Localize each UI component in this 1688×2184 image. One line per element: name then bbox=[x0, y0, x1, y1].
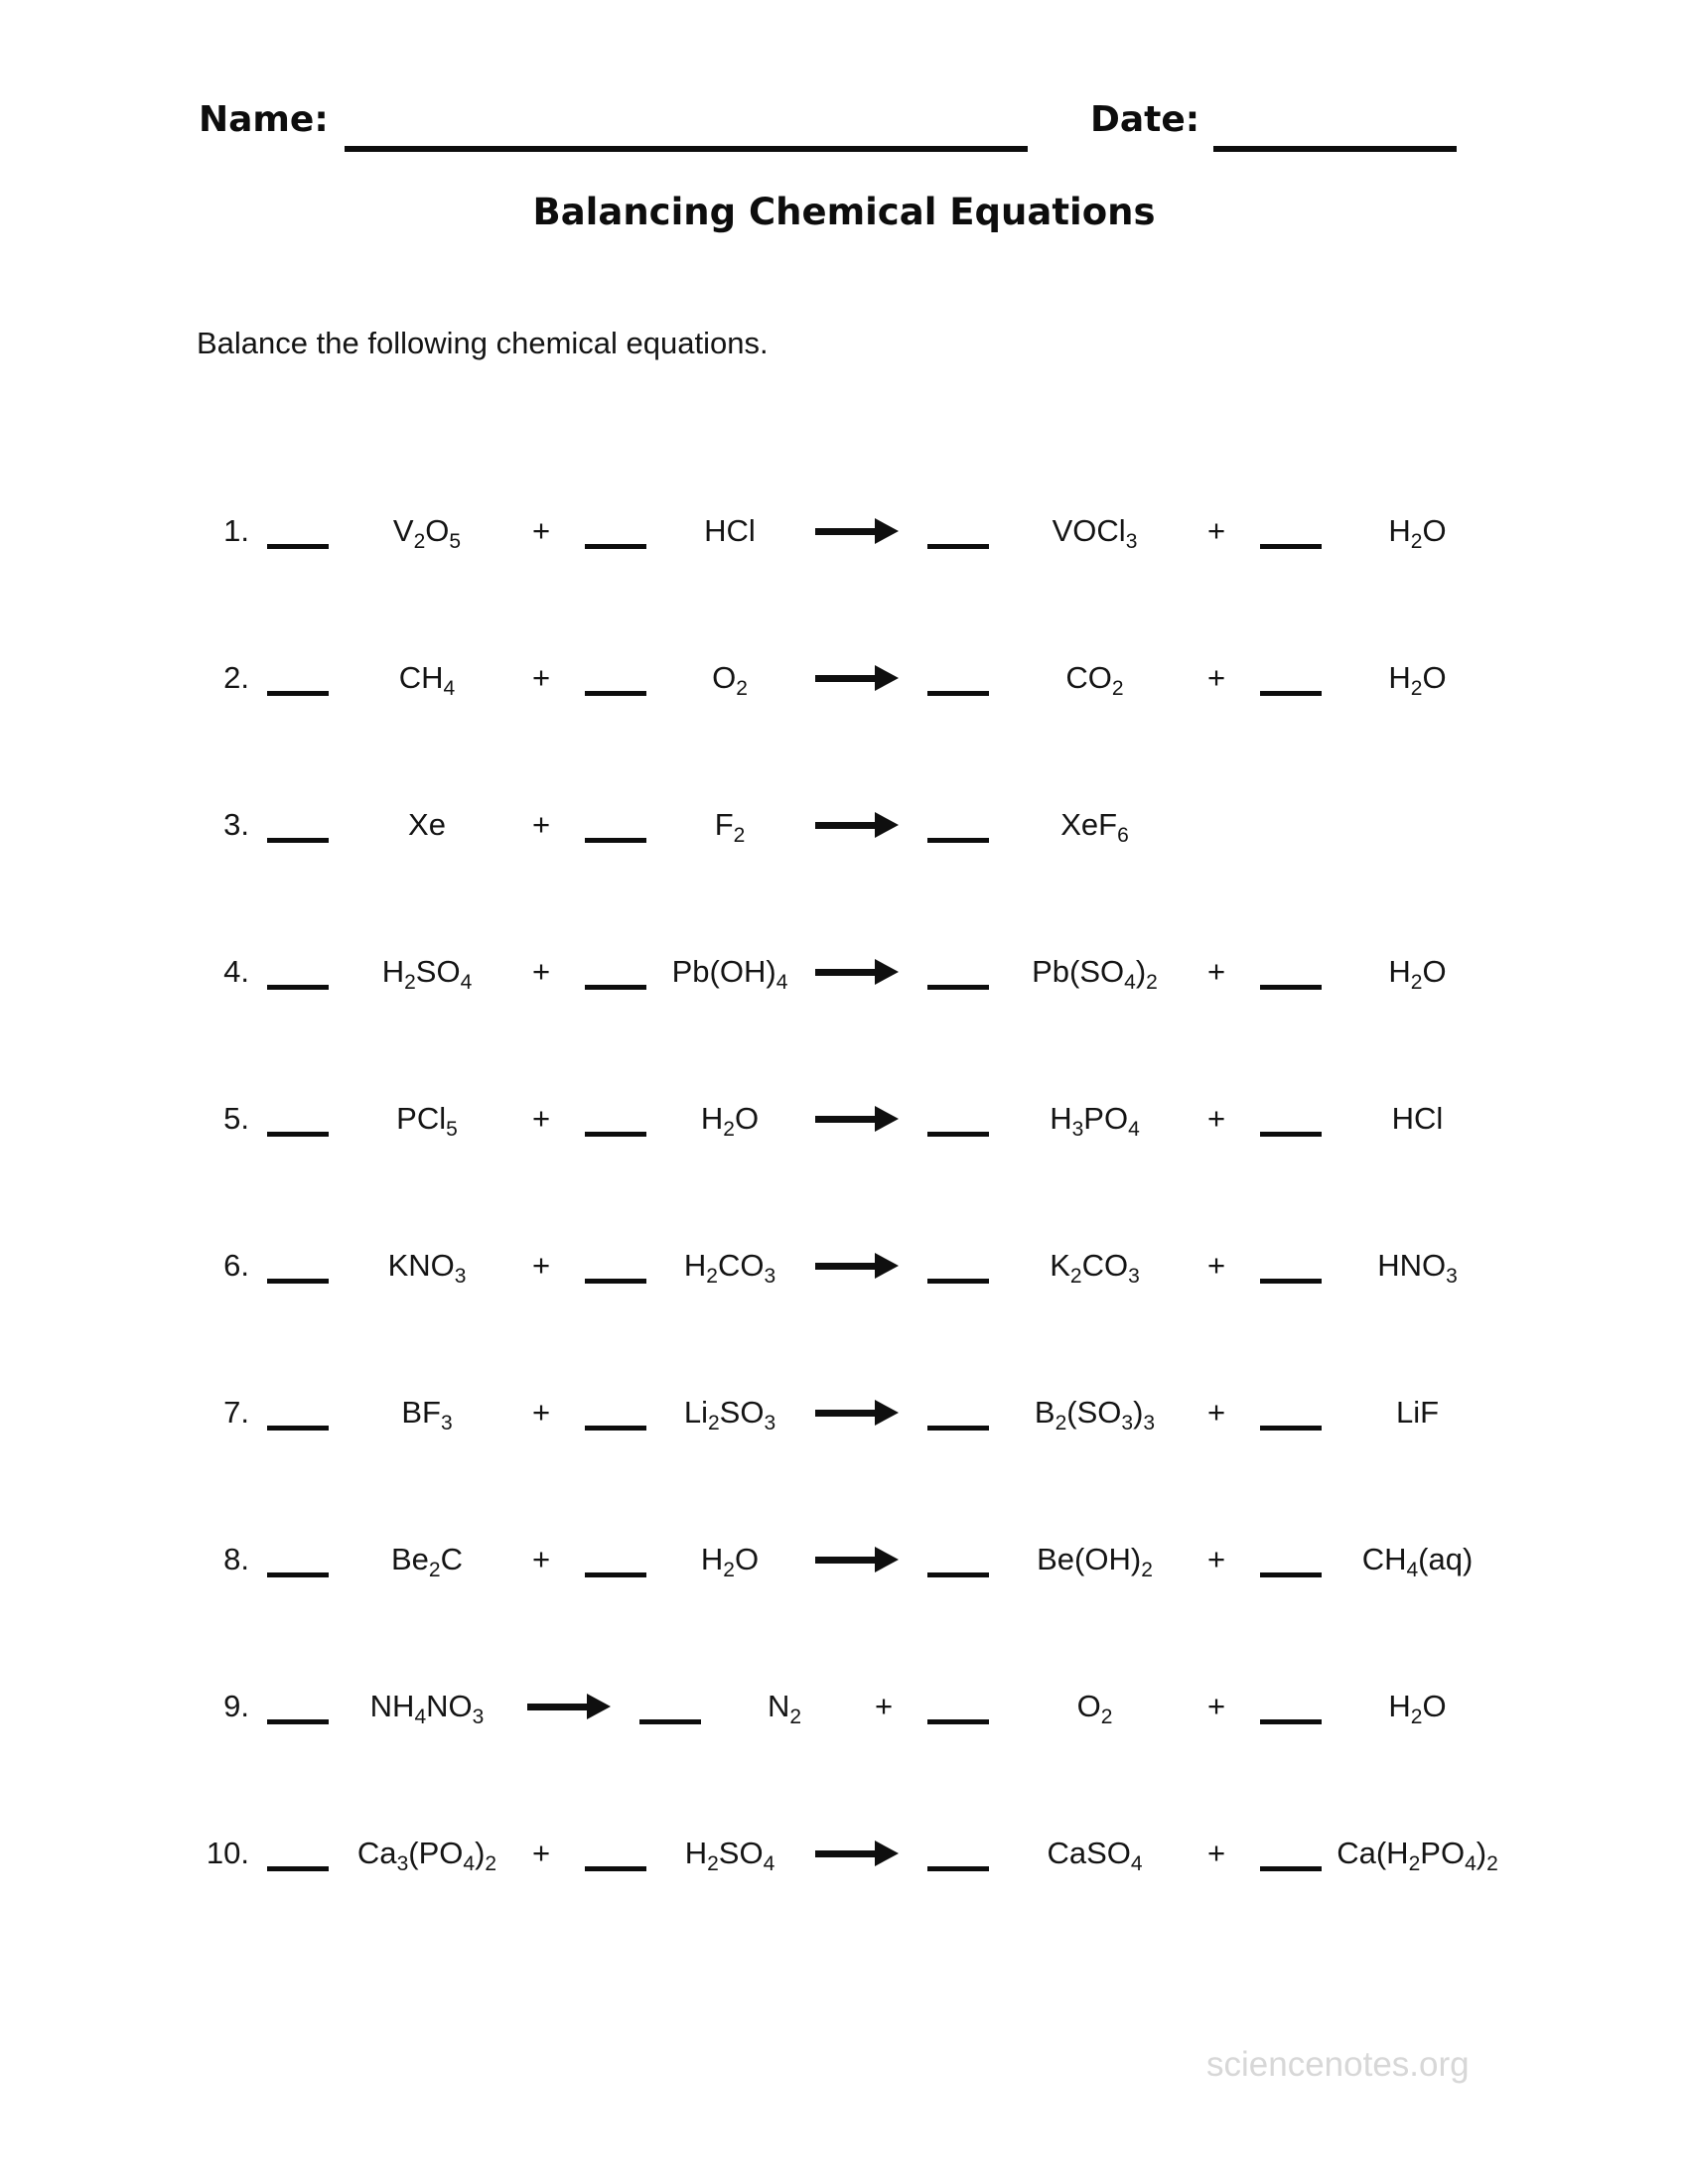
chemical-formula: $F_2$ bbox=[714, 807, 746, 848]
plus-sign: + bbox=[1206, 954, 1226, 989]
blank-line bbox=[927, 1719, 989, 1724]
equation-row bbox=[184, 1780, 1534, 1927]
chemical-formula: $NH_4NO_3$ bbox=[369, 1689, 485, 1729]
plus-sign: + bbox=[1206, 1542, 1226, 1576]
blank-line bbox=[267, 838, 329, 843]
answer-blank bbox=[914, 823, 1003, 828]
chemical-formula: $K_2CO_3$ bbox=[1050, 1248, 1140, 1289]
reaction-arrow-icon bbox=[799, 812, 914, 838]
equation-row bbox=[184, 1045, 1534, 1192]
blank-line bbox=[585, 544, 646, 549]
equation-number: 8. bbox=[223, 1542, 249, 1576]
equation-number: 1. bbox=[223, 513, 249, 548]
answer-blank bbox=[571, 1411, 660, 1416]
equation-number: 3. bbox=[223, 807, 249, 842]
answer-blank bbox=[571, 1558, 660, 1563]
answer-blank bbox=[571, 970, 660, 975]
answer-blank bbox=[1246, 1411, 1336, 1416]
equation-row bbox=[184, 605, 1534, 751]
equation-row bbox=[184, 1633, 1534, 1780]
chemical-formula: $O_2$ bbox=[712, 660, 748, 701]
chemical-formula: $BF_3$ bbox=[401, 1395, 453, 1435]
answer-blank bbox=[253, 1851, 343, 1856]
chemical-formula: $N_2$ bbox=[767, 1689, 802, 1729]
plus-sign: + bbox=[1206, 660, 1226, 695]
blank-line bbox=[1260, 1279, 1322, 1284]
blank-line bbox=[1260, 1426, 1322, 1431]
answer-blank bbox=[914, 529, 1003, 534]
plus-sign: + bbox=[531, 807, 551, 842]
equation-number: 6. bbox=[223, 1248, 249, 1283]
blank-line bbox=[927, 838, 989, 843]
blank-line bbox=[267, 1719, 329, 1724]
plus-sign: + bbox=[1206, 513, 1226, 548]
chemical-formula: $H_2SO_4$ bbox=[684, 1836, 775, 1876]
answer-blank bbox=[914, 1705, 1003, 1709]
blank-line bbox=[927, 1572, 989, 1577]
chemical-formula: $B_2(SO_3)_3$ bbox=[1034, 1395, 1156, 1435]
reaction-arrow-icon bbox=[799, 518, 914, 544]
answer-blank bbox=[1246, 1264, 1336, 1269]
plus-sign: + bbox=[1206, 1395, 1226, 1430]
blank-line bbox=[585, 691, 646, 696]
blank-line bbox=[267, 1572, 329, 1577]
equation-number: 4. bbox=[223, 954, 249, 989]
answer-blank bbox=[571, 1264, 660, 1269]
chemical-formula: $H_2O$ bbox=[700, 1101, 760, 1142]
blank-line bbox=[927, 544, 989, 549]
answer-blank bbox=[914, 1851, 1003, 1856]
blank-line bbox=[1260, 1866, 1322, 1871]
answer-blank bbox=[571, 676, 660, 681]
equation-number: 7. bbox=[223, 1395, 249, 1430]
equation-number: 2. bbox=[223, 660, 249, 695]
answer-blank bbox=[571, 1117, 660, 1122]
reaction-arrow-icon bbox=[799, 1253, 914, 1279]
blank-line bbox=[585, 838, 646, 843]
reaction-arrow-icon bbox=[799, 1106, 914, 1132]
plus-sign: + bbox=[531, 513, 551, 548]
answer-blank bbox=[914, 1558, 1003, 1563]
answer-blank bbox=[1246, 1705, 1336, 1709]
blank-line bbox=[585, 1132, 646, 1137]
answer-blank bbox=[253, 1558, 343, 1563]
chemical-formula: $H_2O$ bbox=[1388, 1689, 1447, 1729]
chemical-formula: $H_2O$ bbox=[1388, 660, 1447, 701]
blank-line bbox=[267, 1866, 329, 1871]
chemical-formula: $Ca(H_2PO_4)_2$ bbox=[1336, 1836, 1498, 1876]
blank-line bbox=[585, 1572, 646, 1577]
page-title: Balancing Chemical Equations bbox=[532, 191, 1156, 233]
answer-blank bbox=[1246, 676, 1336, 681]
name-write-line bbox=[345, 146, 1028, 152]
equation-number: 5. bbox=[223, 1101, 249, 1136]
blank-line bbox=[267, 1279, 329, 1284]
reaction-arrow-icon bbox=[511, 1694, 626, 1719]
plus-sign: + bbox=[531, 1101, 551, 1136]
reaction-arrow-icon bbox=[799, 1841, 914, 1866]
reaction-arrow-icon bbox=[799, 1547, 914, 1572]
blank-line bbox=[1260, 544, 1322, 549]
equation-row bbox=[184, 1339, 1534, 1486]
answer-blank bbox=[253, 676, 343, 681]
answer-blank bbox=[1246, 970, 1336, 975]
plus-sign: + bbox=[531, 1836, 551, 1870]
answer-blank bbox=[253, 1117, 343, 1122]
answer-blank bbox=[253, 970, 343, 975]
equation-number: 10. bbox=[206, 1836, 249, 1870]
answer-blank bbox=[626, 1705, 715, 1709]
answer-blank bbox=[1246, 1117, 1336, 1122]
blank-line bbox=[585, 1279, 646, 1284]
footer-site-credit: sciencenotes.org bbox=[1206, 2045, 1470, 2084]
chemical-formula: $H_2O$ bbox=[700, 1542, 760, 1582]
chemical-formula: LiF bbox=[1395, 1395, 1440, 1430]
chemical-formula: $Be(OH)_2$ bbox=[1037, 1542, 1153, 1582]
chemical-formula: $H_2O$ bbox=[1388, 954, 1447, 995]
chemical-formula: $Li_2SO_3$ bbox=[683, 1395, 776, 1435]
blank-line bbox=[267, 1426, 329, 1431]
plus-sign: + bbox=[531, 954, 551, 989]
answer-blank bbox=[1246, 1851, 1336, 1856]
blank-line bbox=[639, 1719, 701, 1724]
plus-sign: + bbox=[1206, 1689, 1226, 1723]
blank-line bbox=[1260, 1719, 1322, 1724]
blank-line bbox=[267, 544, 329, 549]
name-label: Name: bbox=[199, 99, 329, 140]
answer-blank bbox=[1246, 1558, 1336, 1563]
chemical-formula: HCl bbox=[704, 513, 756, 548]
equation-row bbox=[184, 751, 1534, 898]
answer-blank bbox=[914, 676, 1003, 681]
plus-sign: + bbox=[531, 1542, 551, 1576]
plus-sign: + bbox=[1206, 1836, 1226, 1870]
equation-row bbox=[184, 898, 1534, 1045]
answer-blank bbox=[914, 1117, 1003, 1122]
chemical-formula: $Ca_3(PO_4)_2$ bbox=[356, 1836, 497, 1876]
chemical-formula: VOCl$_3$ bbox=[1052, 513, 1138, 554]
blank-line bbox=[267, 1132, 329, 1137]
chemical-formula: $O_2$ bbox=[1076, 1689, 1113, 1729]
instruction-text: Balance the following chemical equations. bbox=[197, 326, 769, 360]
reaction-arrow-icon bbox=[799, 959, 914, 985]
answer-blank bbox=[253, 823, 343, 828]
chemical-formula: $CH_4(aq)$ bbox=[1361, 1542, 1474, 1582]
equation-row bbox=[184, 1192, 1534, 1339]
answer-blank bbox=[253, 1705, 343, 1709]
blank-line bbox=[927, 985, 989, 990]
blank-line bbox=[927, 1279, 989, 1284]
answer-blank bbox=[253, 1264, 343, 1269]
chemical-formula: PCl$_5$ bbox=[396, 1101, 458, 1142]
chemical-formula: $CH_4$ bbox=[398, 660, 456, 701]
blank-line bbox=[1260, 691, 1322, 696]
answer-blank bbox=[914, 1411, 1003, 1416]
blank-line bbox=[927, 1426, 989, 1431]
plus-sign: + bbox=[1206, 1248, 1226, 1283]
chemical-formula: $H_2O$ bbox=[1388, 513, 1447, 554]
answer-blank bbox=[253, 529, 343, 534]
chemical-formula: $H_2SO_4$ bbox=[381, 954, 473, 995]
answer-blank bbox=[914, 1264, 1003, 1269]
chemical-formula: $KNO_3$ bbox=[387, 1248, 467, 1289]
plus-sign: + bbox=[874, 1689, 894, 1723]
chemical-formula: $V_2O_5$ bbox=[392, 513, 462, 554]
equations-list bbox=[184, 458, 1534, 1927]
chemical-formula: Xe bbox=[408, 807, 446, 842]
date-write-line bbox=[1213, 146, 1457, 152]
chemical-formula: $Pb(SO_4)_2$ bbox=[1032, 954, 1158, 995]
blank-line bbox=[1260, 1572, 1322, 1577]
chemical-formula: $H_2CO_3$ bbox=[683, 1248, 776, 1289]
blank-line bbox=[267, 691, 329, 696]
blank-line bbox=[927, 1132, 989, 1137]
plus-sign: + bbox=[1206, 1101, 1226, 1136]
answer-blank bbox=[1246, 529, 1336, 534]
reaction-arrow-icon bbox=[799, 1400, 914, 1426]
blank-line bbox=[585, 1866, 646, 1871]
chemical-formula: CaSO$_4$ bbox=[1047, 1836, 1143, 1876]
answer-blank bbox=[571, 823, 660, 828]
answer-blank bbox=[914, 970, 1003, 975]
chemical-formula: XeF$_6$ bbox=[1060, 807, 1129, 848]
blank-line bbox=[585, 985, 646, 990]
chemical-formula: HCl bbox=[1391, 1101, 1444, 1136]
blank-line bbox=[1260, 1132, 1322, 1137]
blank-line bbox=[927, 691, 989, 696]
chemical-formula: $Be_2C$ bbox=[391, 1542, 463, 1582]
equation-row bbox=[184, 1486, 1534, 1633]
chemical-formula: $H_3PO_4$ bbox=[1050, 1101, 1140, 1142]
equation-row bbox=[184, 458, 1534, 605]
plus-sign: + bbox=[531, 1248, 551, 1283]
chemical-formula: $HNO_3$ bbox=[1377, 1248, 1458, 1289]
date-label: Date: bbox=[1090, 99, 1200, 140]
blank-line bbox=[1260, 985, 1322, 990]
plus-sign: + bbox=[531, 660, 551, 695]
blank-line bbox=[267, 985, 329, 990]
chemical-formula: $CO_2$ bbox=[1065, 660, 1124, 701]
chemical-formula: $Pb(OH)_4$ bbox=[671, 954, 788, 995]
answer-blank bbox=[571, 1851, 660, 1856]
answer-blank bbox=[253, 1411, 343, 1416]
blank-line bbox=[927, 1866, 989, 1871]
equation-number: 9. bbox=[223, 1689, 249, 1723]
plus-sign: + bbox=[531, 1395, 551, 1430]
answer-blank bbox=[571, 529, 660, 534]
blank-line bbox=[585, 1426, 646, 1431]
reaction-arrow-icon bbox=[799, 665, 914, 691]
